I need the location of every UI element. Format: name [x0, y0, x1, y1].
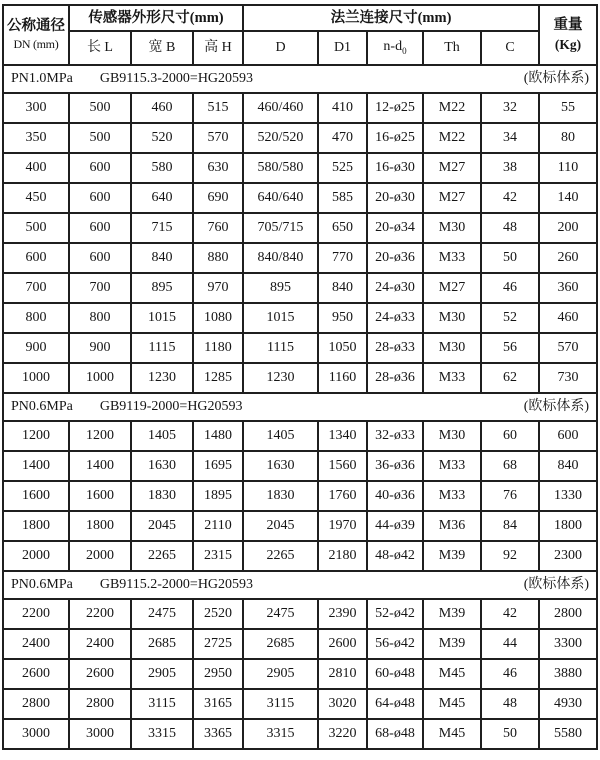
data-cell: 640	[131, 183, 193, 213]
data-cell: 44-ø39	[367, 511, 423, 541]
data-cell: 2300	[539, 541, 597, 571]
data-cell: 630	[193, 153, 243, 183]
data-cell: 840	[539, 451, 597, 481]
data-cell: 1800	[3, 511, 69, 541]
data-cell: 1895	[193, 481, 243, 511]
data-cell: 2600	[318, 629, 367, 659]
data-cell: 52	[481, 303, 539, 333]
data-cell: 950	[318, 303, 367, 333]
data-cell: 840	[318, 273, 367, 303]
data-row	[3, 213, 597, 243]
data-cell: 110	[539, 153, 597, 183]
data-cell: M45	[423, 689, 481, 719]
data-cell: 52-ø42	[367, 599, 423, 629]
data-cell: 38	[481, 153, 539, 183]
data-cell: 20-ø36	[367, 243, 423, 273]
data-cell: 1600	[69, 481, 131, 511]
data-cell: 600	[539, 421, 597, 451]
data-cell: 3365	[193, 719, 243, 749]
data-cell: 840	[131, 243, 193, 273]
data-cell: 36-ø36	[367, 451, 423, 481]
data-cell: 360	[539, 273, 597, 303]
col-header-width: 宽 B	[131, 31, 193, 65]
data-cell: 84	[481, 511, 539, 541]
data-cell: 3315	[243, 719, 318, 749]
section-header-row	[3, 65, 597, 93]
dn-title: 公称通径	[6, 18, 65, 35]
data-cell: 1160	[318, 363, 367, 393]
section-header-cell	[3, 393, 597, 421]
data-cell: 585	[318, 183, 367, 213]
data-cell: 80	[539, 123, 597, 153]
data-cell: 1285	[193, 363, 243, 393]
data-cell: 500	[3, 213, 69, 243]
data-cell: M36	[423, 511, 481, 541]
data-cell: 42	[481, 183, 539, 213]
data-cell: 50	[481, 719, 539, 749]
data-cell: 600	[3, 243, 69, 273]
data-cell: 1330	[539, 481, 597, 511]
data-row	[3, 719, 597, 749]
data-cell: 880	[193, 243, 243, 273]
data-cell: 1630	[243, 451, 318, 481]
data-row	[3, 689, 597, 719]
data-cell: 4930	[539, 689, 597, 719]
data-cell: 48	[481, 689, 539, 719]
data-cell: 730	[539, 363, 597, 393]
data-cell: 3115	[243, 689, 318, 719]
data-cell: 3315	[131, 719, 193, 749]
data-cell: 350	[3, 123, 69, 153]
data-cell: 515	[193, 93, 243, 123]
data-cell: 1400	[3, 451, 69, 481]
data-cell: 56-ø42	[367, 629, 423, 659]
col-header-dn	[3, 5, 69, 65]
data-cell: 2390	[318, 599, 367, 629]
data-cell: 2800	[539, 599, 597, 629]
data-cell: 640/640	[243, 183, 318, 213]
data-cell: 570	[539, 333, 597, 363]
data-cell: 2200	[3, 599, 69, 629]
data-cell: 3000	[69, 719, 131, 749]
data-cell: 460	[131, 93, 193, 123]
data-cell: M45	[423, 719, 481, 749]
data-cell: 2475	[243, 599, 318, 629]
data-cell: 2400	[3, 629, 69, 659]
data-cell: 450	[3, 183, 69, 213]
data-cell: 46	[481, 659, 539, 689]
data-cell: 24-ø33	[367, 303, 423, 333]
data-cell: 2520	[193, 599, 243, 629]
col-header-c: C	[481, 31, 539, 65]
data-cell: M33	[423, 451, 481, 481]
data-row	[3, 273, 597, 303]
col-header-d: D	[243, 31, 318, 65]
data-cell: 16-ø25	[367, 123, 423, 153]
data-row	[3, 93, 597, 123]
col-header-d1: D1	[318, 31, 367, 65]
data-cell: 1695	[193, 451, 243, 481]
data-cell: 2475	[131, 599, 193, 629]
data-cell: M30	[423, 421, 481, 451]
data-cell: 895	[131, 273, 193, 303]
data-cell: 64-ø48	[367, 689, 423, 719]
data-cell: 600	[69, 153, 131, 183]
data-cell: 2110	[193, 511, 243, 541]
header-row-groups	[3, 5, 597, 31]
data-cell: 1830	[131, 481, 193, 511]
data-cell: 28-ø36	[367, 363, 423, 393]
data-cell: 2045	[131, 511, 193, 541]
section-standard-code: GB9115.2-2000=HG20593	[99, 576, 254, 592]
section-header-row	[3, 393, 597, 421]
data-cell: 1830	[243, 481, 318, 511]
col-group-flange-dimensions: 法兰连接尺寸(mm)	[243, 5, 539, 31]
data-cell: 600	[69, 243, 131, 273]
data-cell: 1015	[243, 303, 318, 333]
data-cell: M45	[423, 659, 481, 689]
data-cell: 2265	[243, 541, 318, 571]
data-cell: 1970	[318, 511, 367, 541]
data-row	[3, 541, 597, 571]
data-cell: 34	[481, 123, 539, 153]
data-row	[3, 333, 597, 363]
data-cell: 2045	[243, 511, 318, 541]
data-cell: 46	[481, 273, 539, 303]
data-cell: 2905	[243, 659, 318, 689]
data-cell: M33	[423, 243, 481, 273]
section-header-cell	[3, 65, 597, 93]
data-cell: 300	[3, 93, 69, 123]
data-cell: 2200	[69, 599, 131, 629]
data-cell: 16-ø30	[367, 153, 423, 183]
data-cell: 2725	[193, 629, 243, 659]
data-cell: 460/460	[243, 93, 318, 123]
data-cell: 3300	[539, 629, 597, 659]
spec-table	[2, 4, 598, 750]
dn-unit: DN (mm)	[13, 36, 59, 51]
data-cell: 2685	[131, 629, 193, 659]
data-cell: 1405	[243, 421, 318, 451]
data-cell: 200	[539, 213, 597, 243]
data-cell: 3220	[318, 719, 367, 749]
data-cell: 800	[69, 303, 131, 333]
data-row	[3, 183, 597, 213]
data-cell: 1560	[318, 451, 367, 481]
data-cell: 56	[481, 333, 539, 363]
data-row	[3, 363, 597, 393]
section-header-row	[3, 571, 597, 599]
data-cell: 62	[481, 363, 539, 393]
section-header-content	[4, 399, 596, 415]
data-cell: 60	[481, 421, 539, 451]
section-header-content	[4, 577, 596, 593]
section-standard-code: GB9119-2000=HG20593	[99, 398, 243, 414]
data-cell: M33	[423, 363, 481, 393]
section-system-note: (欧标体系)	[523, 576, 590, 592]
section-header-content	[4, 71, 596, 87]
weight-unit: (Kg)	[554, 37, 582, 53]
data-cell: 12-ø25	[367, 93, 423, 123]
data-cell: 2000	[3, 541, 69, 571]
data-cell: M39	[423, 599, 481, 629]
section-standard-code: GB9115.3-2000=HG20593	[99, 70, 254, 86]
data-cell: 1200	[3, 421, 69, 451]
data-cell: 60-ø48	[367, 659, 423, 689]
data-cell: 520	[131, 123, 193, 153]
data-cell: 1000	[69, 363, 131, 393]
data-cell: M22	[423, 93, 481, 123]
data-cell: 650	[318, 213, 367, 243]
data-cell: 700	[3, 273, 69, 303]
col-header-weight	[539, 5, 597, 65]
data-cell: 1015	[131, 303, 193, 333]
data-cell: 44	[481, 629, 539, 659]
data-cell: 260	[539, 243, 597, 273]
data-cell: 2950	[193, 659, 243, 689]
data-cell: 48	[481, 213, 539, 243]
data-cell: 1000	[3, 363, 69, 393]
col-group-sensor-dimensions: 传感器外形尺寸(mm)	[69, 5, 243, 31]
data-cell: 2000	[69, 541, 131, 571]
data-row	[3, 659, 597, 689]
data-cell: 1800	[69, 511, 131, 541]
data-cell: M27	[423, 153, 481, 183]
data-cell: 76	[481, 481, 539, 511]
data-row	[3, 511, 597, 541]
data-row	[3, 243, 597, 273]
col-header-n-d0	[367, 31, 423, 65]
data-cell: 2265	[131, 541, 193, 571]
data-cell: 20-ø34	[367, 213, 423, 243]
data-cell: 1115	[243, 333, 318, 363]
data-cell: 50	[481, 243, 539, 273]
data-cell: M39	[423, 629, 481, 659]
data-cell: 600	[69, 183, 131, 213]
data-cell: 580/580	[243, 153, 318, 183]
data-cell: M39	[423, 541, 481, 571]
data-cell: 5580	[539, 719, 597, 749]
data-cell: 690	[193, 183, 243, 213]
data-cell: 460	[539, 303, 597, 333]
nd-label: n-d	[383, 39, 403, 55]
data-cell: 2180	[318, 541, 367, 571]
data-cell: 900	[69, 333, 131, 363]
data-cell: 2315	[193, 541, 243, 571]
data-cell: 20-ø30	[367, 183, 423, 213]
data-cell: 42	[481, 599, 539, 629]
section-pressure-rating: PN0.6MPa	[10, 576, 73, 592]
data-cell: 760	[193, 213, 243, 243]
data-cell: 1800	[539, 511, 597, 541]
data-cell: 1080	[193, 303, 243, 333]
data-cell: 580	[131, 153, 193, 183]
col-header-height: 高 H	[193, 31, 243, 65]
data-cell: 3020	[318, 689, 367, 719]
data-cell: M30	[423, 333, 481, 363]
data-cell: 1760	[318, 481, 367, 511]
data-row	[3, 421, 597, 451]
data-cell: M27	[423, 273, 481, 303]
data-row	[3, 303, 597, 333]
data-cell: 2905	[131, 659, 193, 689]
weight-title: 重量	[553, 17, 583, 34]
section-pressure-rating: PN1.0MPa	[10, 70, 73, 86]
data-row	[3, 123, 597, 153]
data-cell: 500	[69, 123, 131, 153]
data-cell: 520/520	[243, 123, 318, 153]
data-cell: 1400	[69, 451, 131, 481]
data-cell: 40-ø36	[367, 481, 423, 511]
data-row	[3, 599, 597, 629]
data-cell: 3880	[539, 659, 597, 689]
data-cell: 32	[481, 93, 539, 123]
data-cell: 840/840	[243, 243, 318, 273]
data-cell: 1600	[3, 481, 69, 511]
data-cell: 1115	[131, 333, 193, 363]
data-cell: 525	[318, 153, 367, 183]
nd-subscript: 0	[402, 46, 407, 57]
section-header-cell	[3, 571, 597, 599]
data-cell: 1200	[69, 421, 131, 451]
data-cell: 410	[318, 93, 367, 123]
data-cell: M30	[423, 303, 481, 333]
data-cell: 705/715	[243, 213, 318, 243]
data-cell: 1180	[193, 333, 243, 363]
data-cell: 1050	[318, 333, 367, 363]
data-cell: 32-ø33	[367, 421, 423, 451]
data-cell: 92	[481, 541, 539, 571]
table-header	[3, 5, 597, 65]
data-cell: M33	[423, 481, 481, 511]
data-cell: 3165	[193, 689, 243, 719]
col-header-length: 长 L	[69, 31, 131, 65]
data-cell: 800	[3, 303, 69, 333]
data-row	[3, 629, 597, 659]
data-row	[3, 481, 597, 511]
data-cell: 48-ø42	[367, 541, 423, 571]
header-row-subcolumns	[3, 31, 597, 65]
data-cell: 2685	[243, 629, 318, 659]
data-cell: 28-ø33	[367, 333, 423, 363]
data-cell: 2400	[69, 629, 131, 659]
data-cell: 900	[3, 333, 69, 363]
data-cell: 1230	[131, 363, 193, 393]
data-cell: 570	[193, 123, 243, 153]
data-cell: 3115	[131, 689, 193, 719]
data-cell: 68-ø48	[367, 719, 423, 749]
data-row	[3, 153, 597, 183]
data-cell: 470	[318, 123, 367, 153]
col-header-th: Th	[423, 31, 481, 65]
data-cell: 970	[193, 273, 243, 303]
data-cell: 68	[481, 451, 539, 481]
data-cell: 600	[69, 213, 131, 243]
data-cell: 1480	[193, 421, 243, 451]
data-cell: 2810	[318, 659, 367, 689]
data-cell: M27	[423, 183, 481, 213]
data-cell: 715	[131, 213, 193, 243]
data-cell: 55	[539, 93, 597, 123]
section-pressure-rating: PN0.6MPa	[10, 398, 73, 414]
data-cell: 1230	[243, 363, 318, 393]
data-cell: M22	[423, 123, 481, 153]
data-cell: 24-ø30	[367, 273, 423, 303]
data-cell: 770	[318, 243, 367, 273]
data-cell: 1405	[131, 421, 193, 451]
data-cell: 895	[243, 273, 318, 303]
data-cell: 500	[69, 93, 131, 123]
table-body	[3, 65, 597, 749]
data-cell: 400	[3, 153, 69, 183]
data-row	[3, 451, 597, 481]
data-cell: M30	[423, 213, 481, 243]
section-system-note: (欧标体系)	[523, 70, 590, 86]
data-cell: 700	[69, 273, 131, 303]
data-cell: 2600	[69, 659, 131, 689]
data-cell: 2800	[69, 689, 131, 719]
data-cell: 2600	[3, 659, 69, 689]
data-cell: 1340	[318, 421, 367, 451]
data-cell: 1630	[131, 451, 193, 481]
data-cell: 140	[539, 183, 597, 213]
data-cell: 2800	[3, 689, 69, 719]
section-system-note: (欧标体系)	[523, 398, 590, 414]
data-cell: 3000	[3, 719, 69, 749]
